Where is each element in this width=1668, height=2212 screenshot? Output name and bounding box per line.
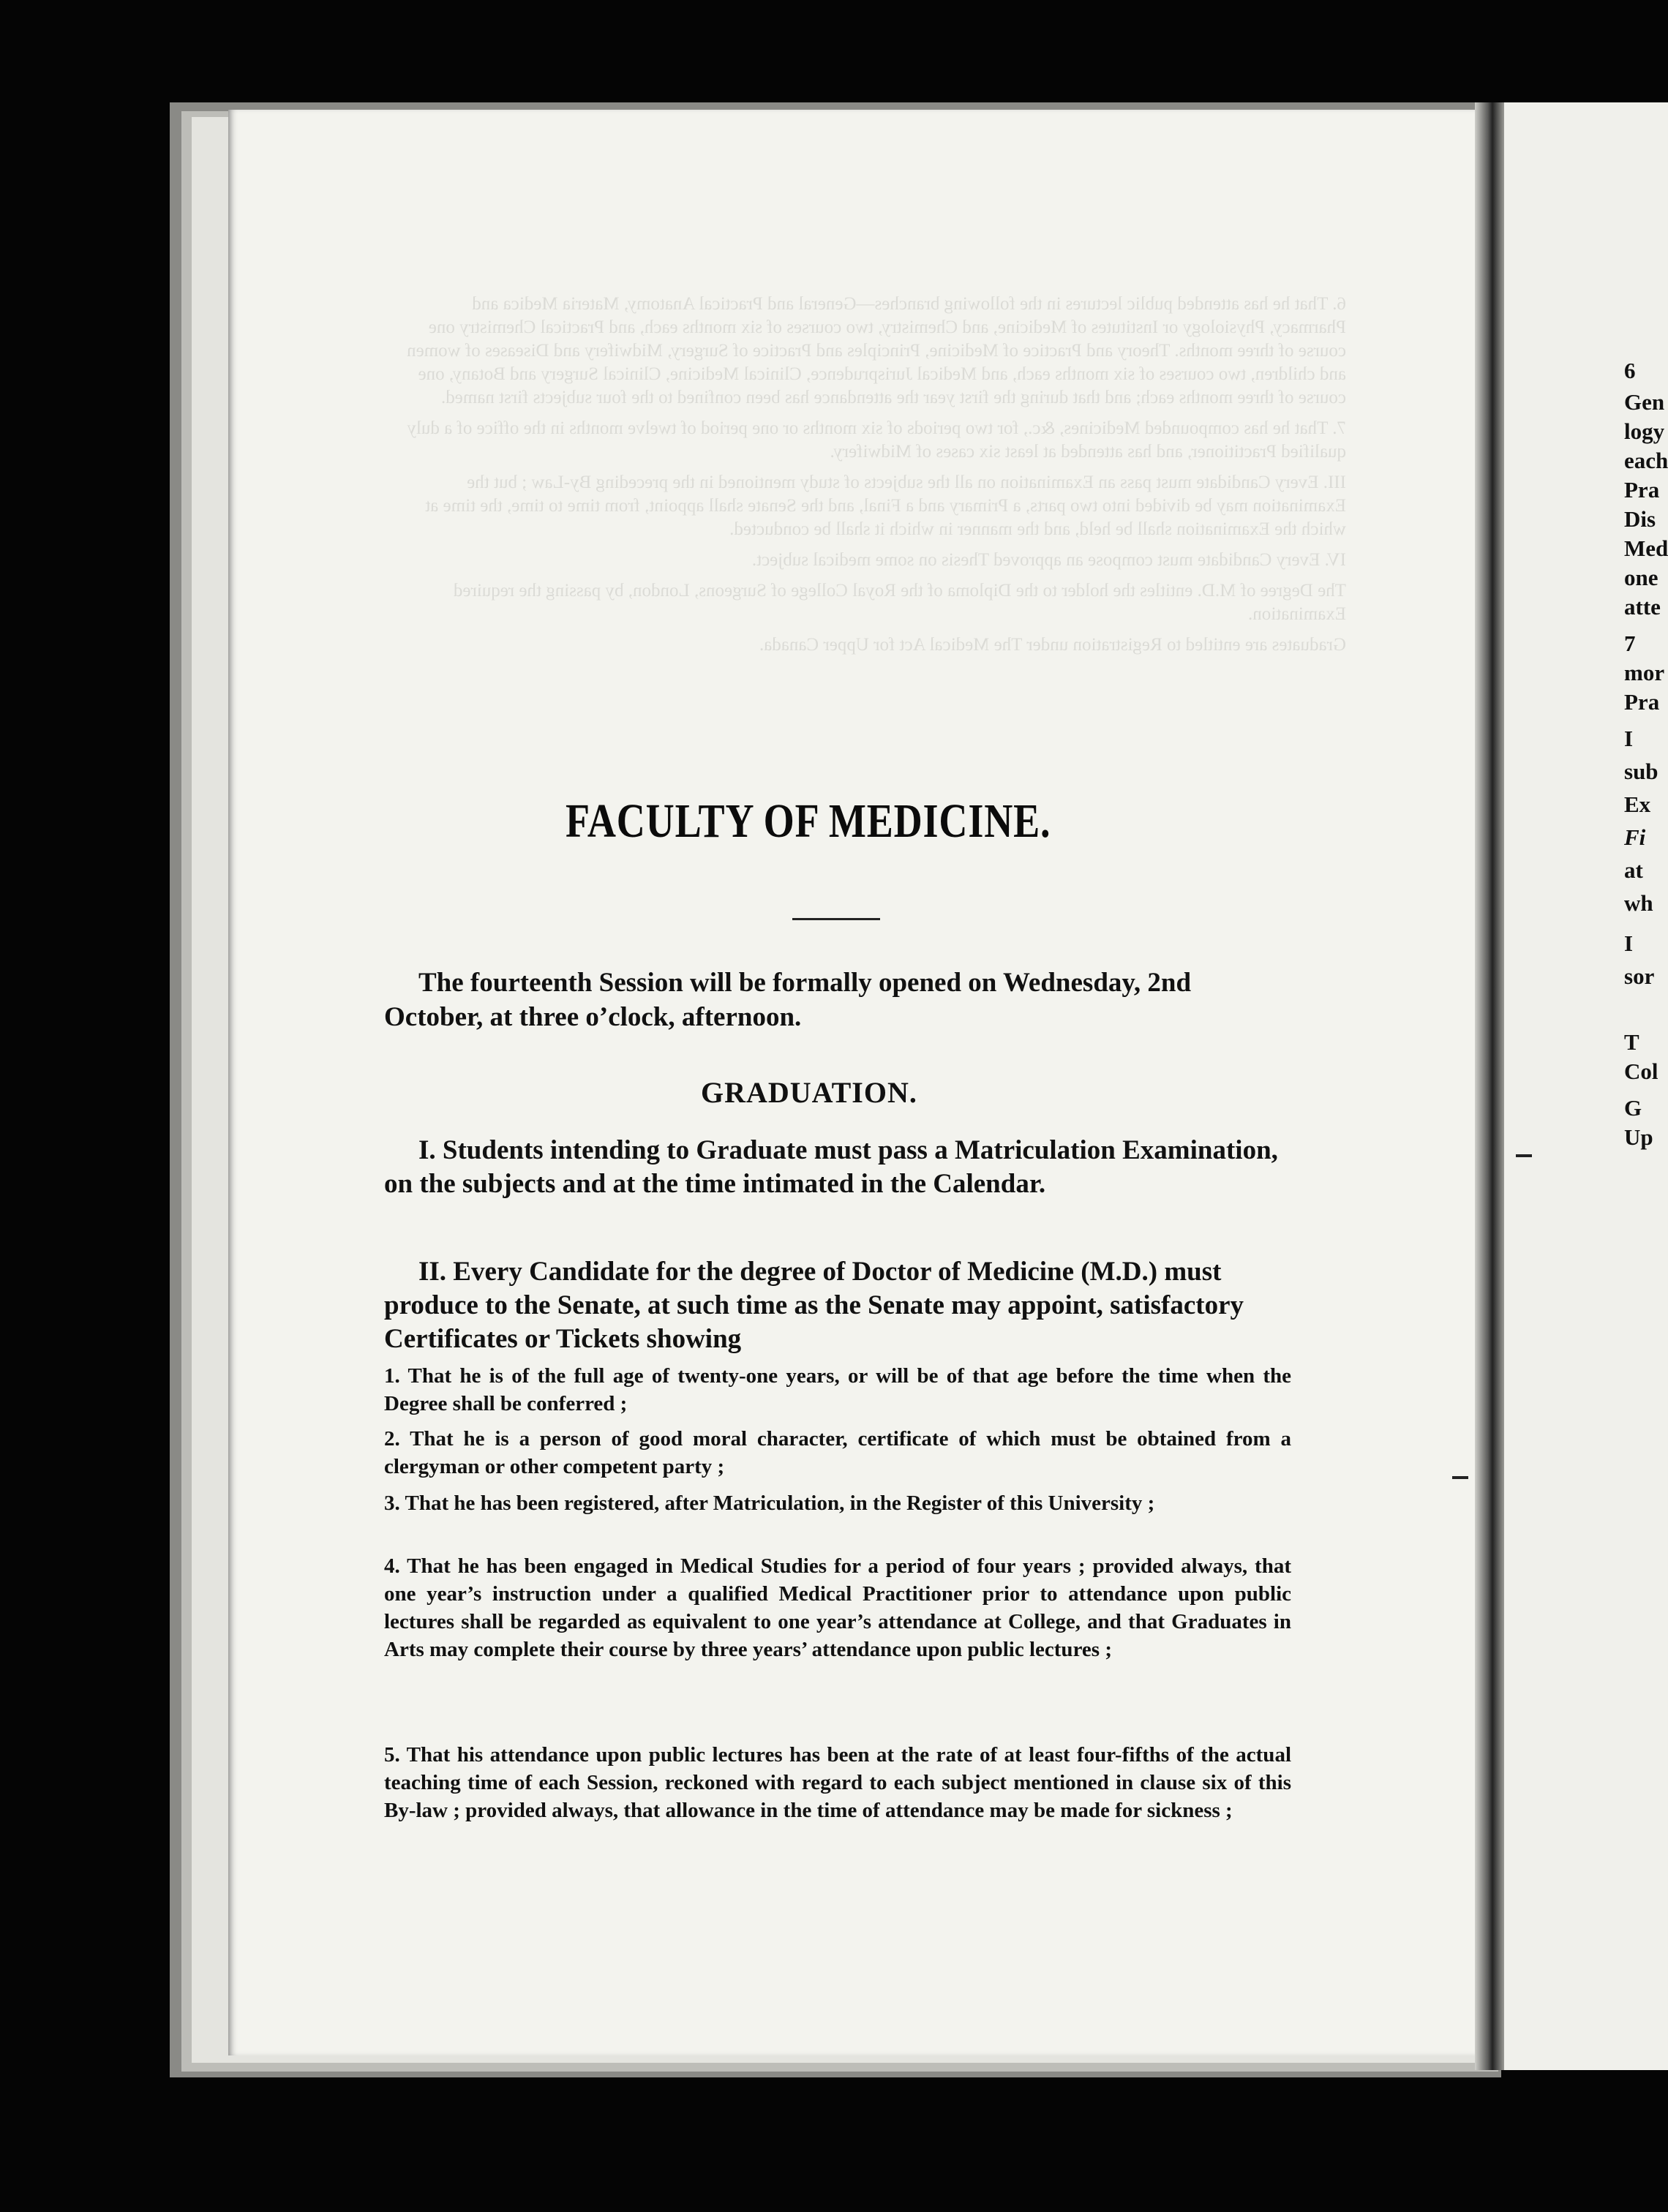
right-page-fragment: one: [1624, 565, 1658, 590]
right-page-fragment: 7: [1624, 631, 1636, 656]
right-page-fragment: logy: [1624, 418, 1665, 444]
session-notice: The fourteenth Session will be formally opened on Wednesday, 2nd October, at three o’clock, afternoon.: [384, 968, 1192, 1032]
right-page-fragment: sub: [1624, 759, 1658, 784]
right-page-fragment: Pra: [1624, 689, 1660, 715]
show-through-paragraph: The Degree of M.D. entitles the holder to the Diploma of the Royal College of Surgeons, London, by passing the required Examination.: [453, 581, 1346, 624]
show-through-paragraph: 6. That he has attended public lectures in the following branches—General and Practical Anatomy, Materia Medica and Pharmacy, Physiology or Institutes of Medicine, and Chemistry, two courses of six months each, and Practical Chemistry one course of three months. Theory and Practice of Medicine, Principles and Practice of Surgery, Midwifery and Diseases of women and children, two courses of six months each, and Medical Jurisprudence, Clinical Medicine, Clinical Surgery and Botany, one course of three months each; and that during the first year the attendance has been confined to the four subjects first named.: [407, 294, 1346, 407]
requirement-item: 3. That he has been registered, after Matriculation, in the Register of this University ;: [384, 1491, 1155, 1515]
stray-mark: [1452, 1476, 1468, 1479]
clause-one: I. Students intending to Graduate must pass a Matriculation Examination, on the subjects and at the time intimated in the Calendar.: [384, 1135, 1278, 1199]
right-page-fragment: sor: [1624, 963, 1655, 989]
right-page-fragment: Up: [1624, 1124, 1653, 1150]
right-page-fragment: each: [1624, 448, 1668, 473]
right-page-fragment: 6: [1624, 358, 1636, 383]
stray-mark: [1516, 1154, 1532, 1157]
right-page-fragment: wh: [1624, 890, 1653, 916]
right-page-fragment: mor: [1624, 660, 1665, 685]
show-through-paragraph: IV. Every Candidate must compose an approved Thesis on some medical subject.: [751, 550, 1346, 570]
requirement-item: 2. That he is a person of good moral character, certificate of which must be obtained from a clergyman or other competent party ;: [384, 1427, 1291, 1478]
show-through-paragraph: 7. That he has compounded Medicines, &c., for two periods of six months or one period of twelve months in the office of a duly qualified Practitioner, and has attended at least six cases of Midwifery.: [407, 418, 1346, 462]
right-page-fragment: Gen: [1624, 389, 1665, 415]
right-page-fragment: I: [1624, 726, 1634, 751]
section-title: GRADUATION.: [701, 1076, 917, 1109]
heading-rule: [792, 918, 880, 920]
right-page-fragment: Dis: [1624, 506, 1656, 532]
right-page-fragment: atte: [1624, 594, 1661, 620]
show-through-paragraph: Graduates are entitled to Registration under The Medical Act for Upper Canada.: [759, 635, 1346, 655]
right-page-fragment: Med: [1624, 535, 1668, 561]
requirement-item: 4. That he has been engaged in Medical Studies for a period of four years ; provided always, that one year’s instruction under a qualified Medical Practitioner prior to attendance upon public lectures shall be regarded as equivalent to one year’s attendance at College, and that Graduates in Arts may complete their course by three years’ attendance upon public lectures ;: [384, 1554, 1291, 1661]
right-page-fragment: T: [1624, 1029, 1639, 1055]
clause-two: II. Every Candidate for the degree of Doctor of Medicine (M.D.) must produce to the Senate, at such time as the Senate may appoint, satisfactory Certificates or Tickets showing: [384, 1257, 1244, 1354]
right-page-fragment: Col: [1624, 1058, 1658, 1084]
right-page-fragment: Fi: [1624, 824, 1646, 850]
right-page-fragment: I: [1624, 930, 1634, 956]
page-heading: FACULTY OF MEDICINE.: [566, 794, 1051, 848]
right-page-fragment: G: [1624, 1095, 1642, 1121]
right-page-fragment: at: [1624, 857, 1643, 883]
requirement-item: 5. That his attendance upon public lectures has been at the rate of at least four-fifths of the actual teaching time of each Session, reckoned with regard to each subject mentioned in clause six of this By-law ; provided always, that allowance in the time of attendance may be made for sickness ;: [384, 1743, 1291, 1822]
book-gutter: [1475, 102, 1504, 2070]
right-page-fragment: Pra: [1624, 477, 1660, 503]
show-through-text: [395, 293, 1346, 951]
right-page-fragment: Ex: [1624, 791, 1651, 817]
show-through-paragraph: III. Every Candidate must pass an Examination on all the subjects of study mentioned in the preceding By-Law ; but the Examination may be divided into two parts, a Primary and a Final, and the Senate shall appoint, from time to time, the time at which the Examination shall be held, and the manner in which it shall be conducted.: [425, 473, 1346, 539]
requirement-item: 1. That he is of the full age of twenty-one years, or will be of that age before the time when the Degree shall be conferred ;: [384, 1364, 1291, 1415]
